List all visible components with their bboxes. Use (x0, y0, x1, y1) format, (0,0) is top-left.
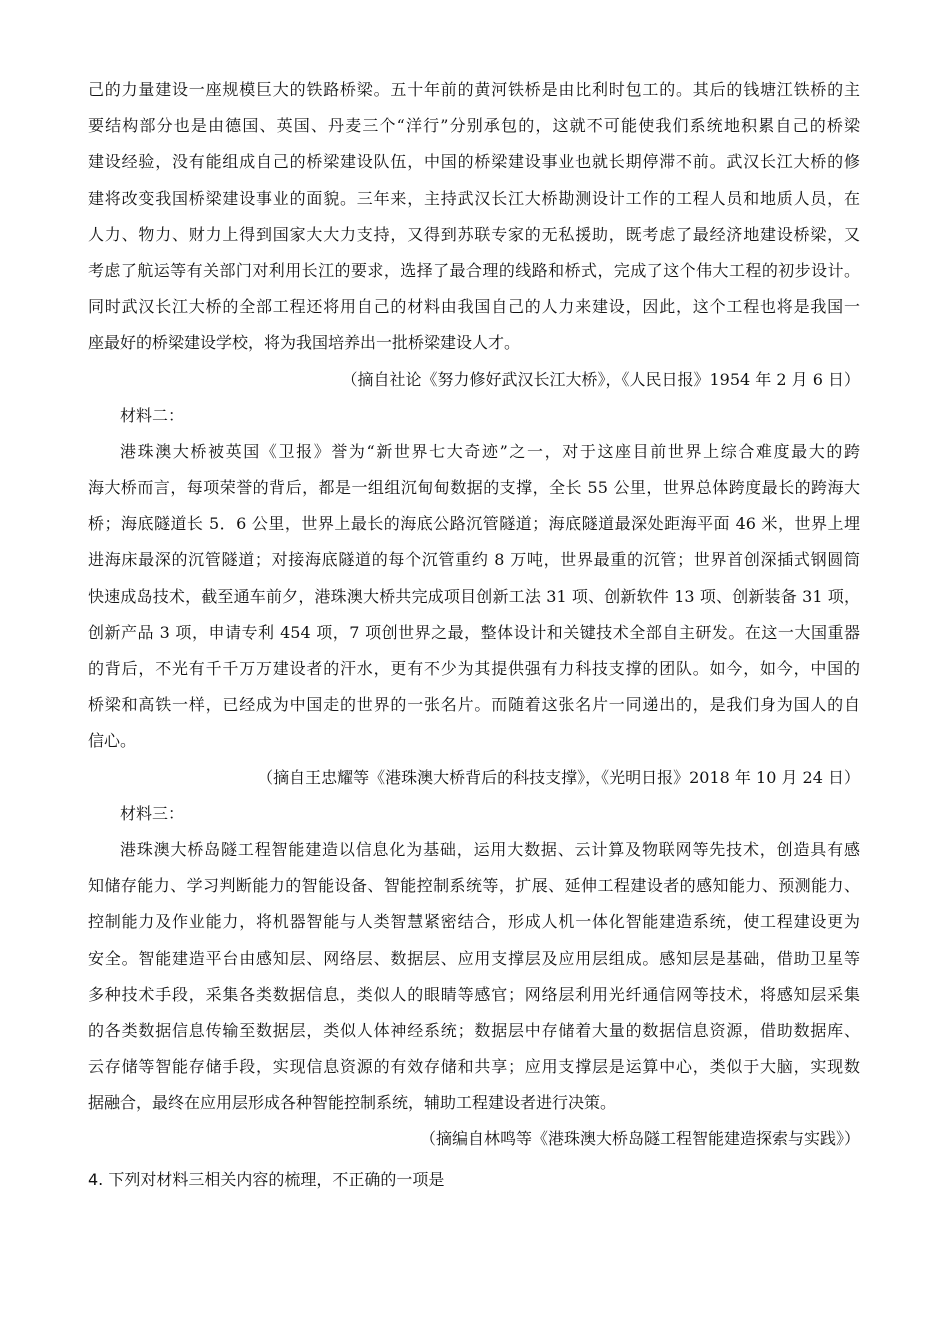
material-3-line: 的各类数据信息传输至数据层，类似人体神经系统；数据层中存储着大量的数据信息资源，借助数据库、 (88, 1020, 860, 1040)
material-3-line: 港珠澳大桥岛隧工程智能建造以信息化为基础，运用大数据、云计算及物联网等先技术，创造具有感 (120, 839, 860, 859)
material-2-line: 海大桥而言，每项荣誉的背后，都是一组组沉甸甸数据的支撑，全长 55 公里，世界总体跨度最长的跨海大 (88, 478, 860, 498)
material-3-source: （摘编自林鸣等《港珠澳大桥岛隧工程智能建造探索与实践》） (419, 1129, 860, 1149)
material-2-line: 桥梁和高铁一样，已经成为中国走的世界的一张名片。而随着这张名片一同递出的，是我们身为国人的自 (88, 695, 860, 715)
material-1-line: 建设经验，没有能组成自己的桥梁建设队伍，中国的桥梁建设事业也就长期停滞不前。武汉长江大桥的修 (88, 152, 860, 172)
material-3-line: 多种技术手段，采集各类数据信息，类似人的眼睛等感官；网络层利用光纤通信网等技术，将感知层采集 (88, 984, 860, 1004)
material-1-line: 同时武汉长江大桥的全部工程还将用自己的材料由我国自己的人力来建设，因此，这个工程也将是我国一 (88, 297, 860, 317)
material-1-line: 要结构部分也是由德国、英国、丹麦三个“洋行”分别承包的，这就不可能使我们系统地积累自己的桥梁 (88, 116, 860, 136)
material-3-line: 安全。智能建造平台由感知层、网络层、数据层、应用支撑层及应用层组成。感知层是基础，借助卫星等 (88, 948, 860, 968)
material-2-line: 港珠澳大桥被英国《卫报》誉为“新世界七大奇迹”之一，对于这座目前世界上综合难度最大的跨 (120, 441, 860, 461)
material-2-line: 创新产品 3 项，申请专利 454 项，7 项创世界之最，整体设计和关键技术全部自主研发。在这一大国重器 (88, 622, 860, 642)
passage-body (88, 72, 860, 1158)
material-3-paragraph (88, 832, 860, 1122)
material-2-line: 桥；海底隧道长 5．6 公里，世界上最长的海底公路沉管隧道；海底隧道最深处距海平面 46 米，世界上埋 (88, 514, 860, 534)
material-3-heading: 材料三： (120, 803, 185, 823)
material-3-line: 据融合，最终在应用层形成各种智能控制系统，辅助工程建设者进行决策。 (88, 1093, 617, 1113)
material-2-line: 信心。 (88, 731, 137, 751)
material-1-line: 考虑了航运等有关部门对利用长江的要求，选择了最合理的线路和桥式，完成了这个伟大工程的初步设计。 (88, 260, 860, 280)
material-1-line: 己的力量建设一座规模巨大的铁路桥梁。五十年前的黄河铁桥是由比利时包工的。其后的钱塘江铁桥的主 (88, 80, 860, 99)
material-2-line: 的背后，不光有千千万万建设者的汗水，更有不少为其提供强有力科技支撑的团队。如今，如今，中国的 (88, 659, 860, 678)
material-3-line: 控制能力及作业能力，将机器智能与人类智慧紧密结合，形成人机一体化智能建造系统，使工程建设更为 (88, 912, 860, 932)
material-2-source: （摘自王忠耀等《港珠澳大桥背后的科技支撑》，《光明日报》2018 年 10 月 24 日） (257, 767, 860, 787)
material-3-line: 云存储等智能存储手段，实现信息资源的有效存储和共享；应用支撑层是运算中心，类似于大脑，实现数 (88, 1057, 860, 1077)
material-1-paragraph (88, 72, 860, 362)
question-4-stem: 4. 下列对材料三相关内容的梳理，不正确的一项是 (88, 1170, 445, 1189)
material-2-line: 快速成岛技术，截至通车前夕，港珠澳大桥共完成项目创新工法 31 项、创新软件 13 项、创新装备 31 项， (88, 586, 860, 606)
material-1-line: 座最好的桥梁建设学校，将为我国培养出一批桥梁建设人才。 (88, 333, 521, 353)
material-3-line: 知储存能力、学习判断能力的智能设备、智能控制系统等，扩展、延伸工程建设者的感知能力、预测能力、 (88, 876, 860, 896)
material-1-line: 人力、物力、财力上得到国家大大力支持，又得到苏联专家的无私援助，既考虑了最经济地建设桥梁，又 (88, 224, 860, 244)
material-2-line: 进海床最深的沉管隧道；对接海底隧道的每个沉管重约 8 万吨，世界最重的沉管；世界首创深插式钢圆筒 (88, 550, 860, 570)
material-1-source: （摘自社论《努力修好武汉长江大桥》，《人民日报》1954 年 2 月 6 日） (341, 369, 860, 389)
material-2-heading: 材料二： (120, 405, 185, 425)
material-1-line: 建将改变我国桥梁建设事业的面貌。三年来，主持武汉长江大桥勘测设计工作的工程人员和地质人员，在 (88, 188, 860, 208)
material-2-paragraph (88, 434, 860, 760)
